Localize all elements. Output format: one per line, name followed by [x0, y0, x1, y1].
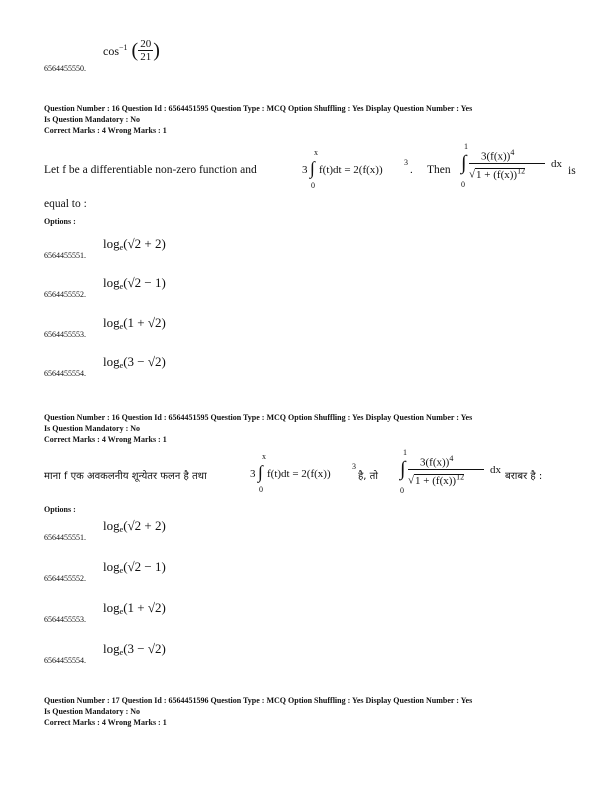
integral-sign: ∫: [310, 158, 315, 178]
upper-limit: x: [314, 148, 318, 157]
option-id: 6564455551.: [44, 251, 86, 260]
integral-sign: ∫: [258, 462, 263, 482]
option-id: 6564455551.: [44, 533, 86, 542]
prev-option-expression: $\cos^{-1}$ ( $\frac{20}{21}$ ): [103, 38, 160, 63]
integral-expression: 1 ∫ 0 $3(f(x))^4$ $√1 + (f(x))^{12}$ dx: [461, 142, 562, 189]
cos-function: $\cos^{-1}$: [103, 42, 128, 58]
marks-line: Correct Marks : 4 Wrong Marks : 1: [44, 718, 167, 727]
cos-fraction: $\frac{20}{21}$: [140, 38, 152, 63]
question-stem-text: Let f be a differentiable non-zero function and: [44, 164, 257, 176]
question-info-line: Question Number : 17 Question Id : 6564451596 Question Type : MCQ Option Shuffling : Yes Display Question Number : Yes: [44, 696, 473, 705]
question-stem-end: equal to :: [44, 198, 87, 210]
option-id: 6564455552.: [44, 290, 86, 299]
stem-end-hindi: बराबर है :: [505, 471, 543, 482]
question-stem-text-hindi: माना f एक अवकलनीय शून्येतर फलन है तथा: [44, 471, 207, 482]
mandatory-line: Is Question Mandatory : No: [44, 424, 141, 433]
integral-sign: ∫: [400, 458, 406, 480]
option-id: 6564455552.: [44, 574, 86, 583]
option-answer[interactable]: $\log_e(√2 + 2)$: [103, 518, 166, 534]
options-label: Options :: [44, 505, 76, 514]
option-answer[interactable]: $\log_e(3 - √2)$: [103, 354, 166, 370]
question-meta: [44, 695, 584, 728]
option-id: 6564455550.: [44, 64, 86, 73]
option-answer[interactable]: $\log_e(3 - √2)$: [103, 641, 166, 657]
integral-expression: 1 ∫ 0 $3(f(x))^4$ $√1 + (f(x))^{12}$ dx: [400, 448, 501, 495]
option-id: 6564455554.: [44, 656, 86, 665]
question-info-line: Question Number : 16 Question Id : 6564451595 Question Type : MCQ Option Shuffling : Yes Display Question Number : Yes: [44, 413, 473, 422]
option-answer[interactable]: $\log_e(1 + √2)$: [103, 315, 166, 331]
option-id: 6564455553.: [44, 615, 86, 624]
option-id: 6564455554.: [44, 369, 86, 378]
is-word: is: [568, 165, 576, 177]
then-word: Then: [427, 164, 451, 176]
mandatory-line: Is Question Mandatory : No: [44, 707, 141, 716]
option-id: 6564455553.: [44, 330, 86, 339]
stem-connector-hindi: है, तो: [358, 471, 378, 482]
question-info-line: Question Number : 16 Question Id : 6564451595 Question Type : MCQ Option Shuffling : Yes Display Question Number : Yes: [44, 104, 473, 113]
marks-line: Correct Marks : 4 Wrong Marks : 1: [44, 435, 167, 444]
integral-sign: ∫: [461, 152, 467, 174]
option-answer[interactable]: $\log_e(√2 + 2)$: [103, 236, 166, 252]
lower-limit: 0: [311, 181, 315, 190]
options-label: Options :: [44, 217, 76, 226]
question-meta: [44, 103, 584, 136]
option-answer[interactable]: $\log_e(√2 - 1)$: [103, 275, 166, 291]
option-answer[interactable]: $\log_e(1 + √2)$: [103, 600, 166, 616]
mandatory-line: Is Question Mandatory : No: [44, 115, 141, 124]
integral-equation: x 3 ∫ f(t)dt = 2(f(x)) 3 0: [250, 452, 356, 494]
marks-line: Correct Marks : 4 Wrong Marks : 1: [44, 126, 167, 135]
integral-equation: x 3 ∫ f(t)dt = 2(f(x)) 3 . 0: [302, 148, 413, 190]
question-meta: [44, 412, 584, 445]
option-answer[interactable]: $\log_e(√2 - 1)$: [103, 559, 166, 575]
